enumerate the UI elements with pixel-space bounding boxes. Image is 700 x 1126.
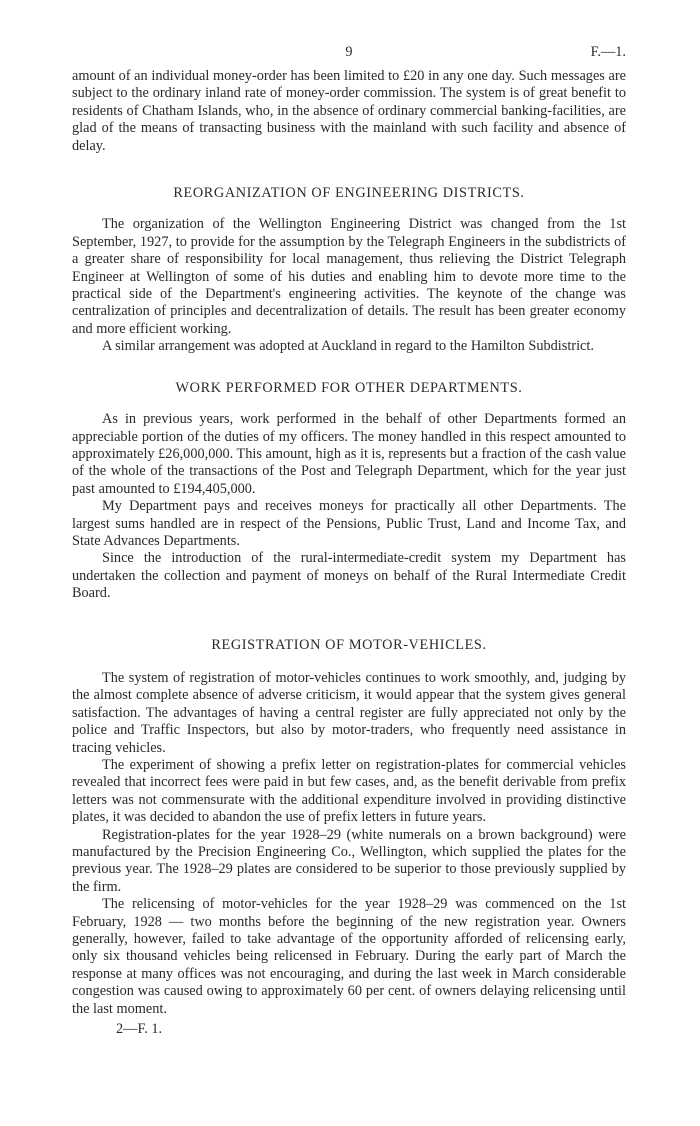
paragraph: Registration-plates for the year 1928–29 (white numerals on a brown background) were manufactured by the Precision Engineering Co., Wellington, which supplied the plates for the previous year. The 1928–29 plates are considered to be superior to those previously supplied by the firm. [72,826,626,895]
paragraph: The relicensing of motor-vehicles for the year 1928–29 was commenced on the 1st February, 1928 — two months before the beginning of the new registration year. Owners generally, however, failed to take advantage of the opportunity afforded of relicensing early, only six thousand vehicles being relicensed in February. During the early part of March the response at many offices was not encouraging, and during the last week in March considerable congestion was caused owing to approximately 60 per cent. of owners delaying relicensing until the last moment. [72,896,626,1017]
section-heading-engineering: REORGANIZATION OF ENGINEERING DISTRICTS. [173,185,525,202]
section-heading-motor-vehicles: REGISTRATION OF MOTOR-VEHICLES. [211,636,487,653]
paragraph: My Department pays and receives moneys for practically all other Departments. The largest sums handled are in respect of the Pensions, Public Trust, Land and Income Tax, and State Advances Departments. [72,498,626,549]
paragraph: Since the introduction of the rural-intermediate-credit system my Department has undertaken the collection and payment of moneys on behalf of the Rural Intermediate Credit Board. [72,550,626,602]
document-page [72,44,626,1039]
intro-paragraph: amount of an individual money-order has been limited to £20 in any one day. Such messages are subject to the ordinary inland rate of money-order commission. The system is of great benefit to residents of Chatham Islands, who, in the absence of ordinary commercial banking-facilities, are glad of the means of transacting business with the mainland with such facility and absence of delay. [72,68,626,154]
paragraph: The experiment of showing a prefix letter on registration-plates for commercial vehicles revealed that incorrect fees were paid in but few cases, and, as the benefit derivable from prefix letters was not commensurate with the additional expenditure involved in providing distinctive plates, it was decided to abandon the use of prefix letters in future years. [72,757,626,826]
printer-signature: 2—F. 1. [116,1021,163,1038]
paragraph: The organization of the Wellington Engineering District was changed from the 1st September, 1927, to provide for the assumption by the Telegraph Engineers in the subdistricts of a greater share of responsibility for local management, thus relieving the District Telegraph Engineer at Wellington of some of his duties and enabling him to devote more time to the practical side of the Department's engineering activities. The keynote of the change was centralization of principles and decentralization of details. The result has been greater economy and more efficient working. [72,216,626,337]
paragraph: As in previous years, work performed in the behalf of other Departments formed an appreciable portion of the duties of my officers. The money handled in this respect amounted to approximately £26,000,000. This amount, high as it is, represents but a fraction of the cash value of the whole of the transactions of the Post and Telegraph Department, which for the year just past amounted to £194,405,000. [72,411,627,497]
document-reference: F.—1. [590,44,626,60]
section-heading-other-departments: WORK PERFORMED FOR OTHER DEPARTMENTS. [175,379,523,396]
page-header [72,44,626,68]
page-number: 9 [345,44,353,60]
paragraph: The system of registration of motor-vehicles continues to work smoothly, and, judging by the almost complete absence of adverse criticism, it would appear that the system gives general satisfaction. The advantages of having a central register are fully appreciated not only by the police and Traffic Inspectors, but also by motor-traders, who frequently need assistance in tracing vehicles. [72,669,626,756]
paragraph: A similar arrangement was adopted at Auckland in regard to the Hamilton Subdistrict. [102,338,594,355]
